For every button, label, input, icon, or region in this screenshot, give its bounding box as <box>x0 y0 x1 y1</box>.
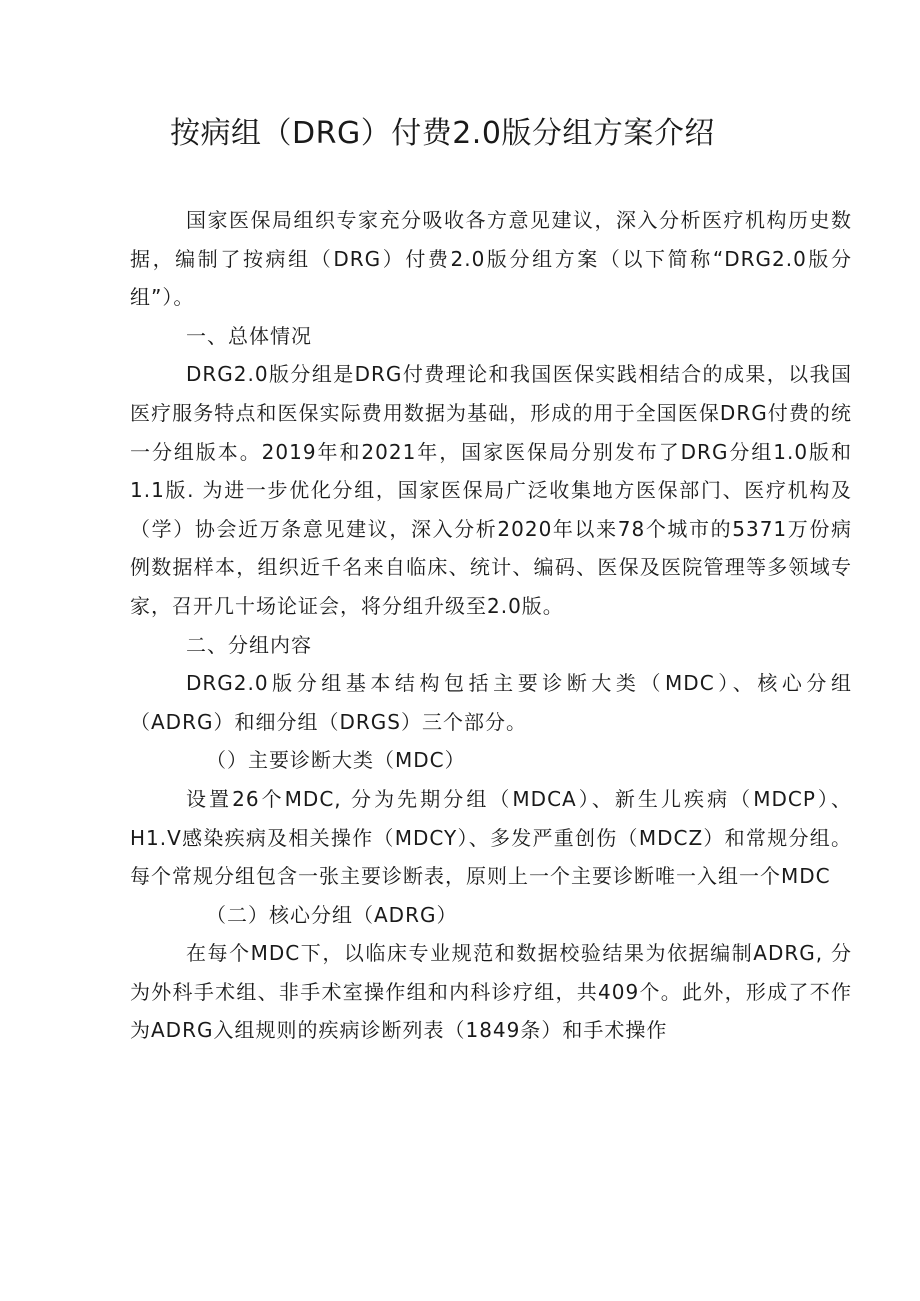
adrg-paragraph: 在每个MDC下，以临床专业规范和数据校验结果为依据编制ADRG, 分为外科手术组、非手术室操作组和内科诊疗组，共409个。此外，形成了不作为ADRG入组规则的疾病诊断列表（1849条）和手术操作 <box>130 941 852 1043</box>
mdc-paragraph: 设置26个MDC, 分为先期分组（MDCA）、新生儿疾病（MDCP）、H1.V感染疾病及相关操作（MDCY）、多发严重创伤（MDCZ）和常规分组。每个常规分组包含一张主要诊断表，原则上一个主要诊断唯一入组一个MDC <box>130 786 852 889</box>
subsection-heading-mdc: （）主要诊断大类（MDC） <box>206 748 466 773</box>
document-title: 按病组（DRG）付费2.0版分组方案介绍 <box>170 116 715 151</box>
intro-paragraph: 国家医保局组织专家充分吸收各方意见建议，深入分析医疗机构历史数据，编制了按病组（DRG）付费2.0版分组方案（以下简称“DRG2.0版分组”）。 <box>130 208 852 310</box>
section-heading-overview: 一、总体情况 <box>186 323 312 348</box>
subsection-heading-adrg: （二）核心分组（ADRG） <box>206 902 458 927</box>
section-heading-content: 二、分组内容 <box>186 632 312 657</box>
content-paragraph: DRG2.0版分组基本结构包括主要诊断大类（MDC）、核心分组（ADRG）和细分组（DRGS）三个部分。 <box>130 671 852 734</box>
overview-paragraph: DRG2.0版分组是DRG付费理论和我国医保实践相结合的成果，以我国医疗服务特点和医保实际费用数据为基础，形成的用于全国医保DRG付费的统一分组版本。2019年和2021年，国家医保局分别发布了DRG分组1.0版和1.1版. 为进一步优化分组，国家医保局广泛收集地方医保部门、医疗机构及（学）协会近万条意见建议，深入分析2020年以来78个城市的5371万份病例数据样本，组织近千名来自临床、统计、编码、医保及医院管理等多领域专家，召开几十场论证会，将分组升级至2.0版。 <box>130 362 852 618</box>
document-body <box>130 201 852 1050</box>
